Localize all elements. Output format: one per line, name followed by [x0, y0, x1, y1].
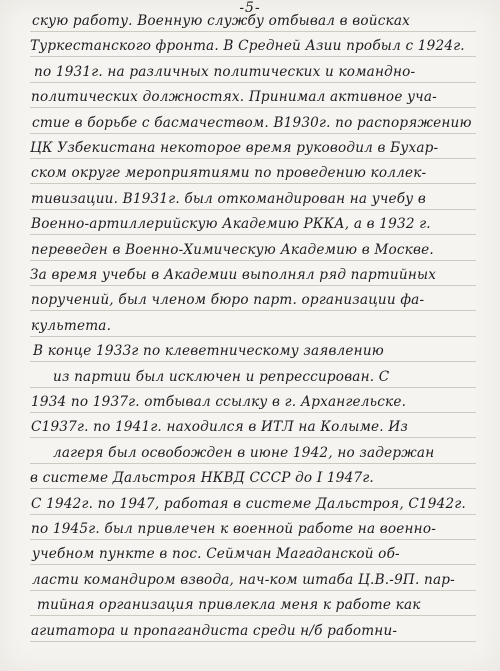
text-line	[0, 597, 500, 613]
ruled-line	[30, 107, 476, 108]
text-line-content: учебном пункте в пос. Сеймчан Магаданской об-	[32, 546, 400, 563]
text-line-content: культета.	[31, 317, 112, 334]
ruled-line	[30, 590, 476, 591]
text-line-content: 1934 по 1937г. отбывал ссылку в г. Архангельске.	[31, 394, 407, 410]
text-line-content: из партии был исключен и репрессирован. С	[53, 368, 390, 385]
text-line	[0, 546, 500, 562]
text-line	[0, 64, 500, 80]
text-line	[0, 89, 500, 105]
ruled-line	[30, 361, 476, 362]
text-line-content: по 1945г. был привлечен к военной работе на военно-	[31, 521, 437, 537]
text-line	[0, 521, 500, 537]
text-line	[0, 470, 500, 486]
text-line-content: В конце 1933г по клеветническому заявлению	[33, 343, 384, 360]
text-line-content: Военно-артиллерийскую Академию РККА, а в 1932 г.	[31, 216, 431, 233]
ruled-line	[30, 82, 476, 83]
page-number: -5-	[239, 0, 261, 16]
text-line-content: ласти командиром взвода, нач-ком штаба Ц.В.-9П. пар-	[32, 571, 455, 588]
text-line	[0, 191, 500, 207]
text-line	[0, 216, 500, 232]
text-line	[0, 394, 500, 410]
text-line	[0, 115, 500, 131]
ruled-line	[30, 539, 476, 540]
text-line-content: агитатора и пропагандиста среди н/б работни-	[31, 622, 398, 639]
ruled-line	[30, 336, 476, 337]
ruled-line	[30, 209, 476, 210]
text-line	[0, 369, 500, 385]
ruled-line	[30, 437, 476, 438]
text-line-content: тивизации. В1931г. был откомандирован на учебу в	[31, 190, 426, 207]
text-line	[0, 496, 500, 512]
text-line	[0, 140, 500, 156]
text-line-content: поручений, был членом бюро парт. организации фа-	[31, 292, 425, 309]
text-line	[0, 343, 500, 359]
ruled-line	[30, 615, 476, 616]
ruled-line	[30, 387, 476, 388]
ruled-line	[30, 133, 476, 134]
text-line	[0, 623, 500, 639]
text-line	[0, 419, 500, 435]
text-line-content: в системе Дальстроя НКВД СССР до I 1947г.	[30, 470, 374, 487]
text-line	[0, 38, 500, 54]
text-line-content: ЦК Узбекистана некоторое время руководил в Бухар-	[30, 140, 439, 156]
ruled-line	[30, 234, 476, 235]
ruled-line	[30, 641, 476, 642]
text-line-content: С1937г. по 1941г. находился в ИТЛ на Колыме. Из	[31, 419, 409, 436]
text-line-content: политических должностях. Принимал активное уча-	[31, 89, 437, 106]
text-line-content: стие в борьбе с басмачеством. В1930г. по распоряжению	[32, 114, 472, 131]
ruled-line	[30, 488, 476, 489]
text-line-content: ском округе мероприятиями по проведению коллек-	[31, 165, 427, 182]
text-line	[0, 318, 500, 334]
text-line	[0, 572, 500, 588]
text-line	[0, 267, 500, 283]
ruled-line	[30, 412, 476, 413]
text-line-content: лагеря был освобожден в июне 1942, но задержан	[53, 444, 435, 461]
ruled-line	[30, 564, 476, 565]
text-line-content: За время учебы в Академии выполнял ряд партийных	[30, 267, 437, 283]
text-line-content: скую работу. Военную службу отбывал в войсках	[32, 13, 411, 29]
ruled-line	[30, 56, 476, 57]
ruled-line	[30, 285, 476, 286]
text-line-content: переведен в Военно-Химическую Академию в Москве.	[31, 241, 434, 258]
ruled-line	[30, 260, 476, 261]
ruled-line	[30, 463, 476, 464]
ruled-line	[30, 158, 476, 159]
text-line	[0, 165, 500, 181]
ruled-line	[30, 183, 476, 184]
text-line-content: С 1942г. по 1947, работая в системе Дальстроя, С1942г.	[31, 495, 466, 512]
text-line	[0, 242, 500, 258]
ruled-line	[30, 31, 476, 32]
text-line-content: тийная организация привлекла меня к работе как	[37, 597, 421, 614]
text-line-content: Туркестанского фронта. В Средней Азии пробыл с 1924г.	[30, 38, 465, 55]
ruled-line	[30, 514, 476, 515]
text-line	[0, 13, 500, 29]
text-line	[0, 292, 500, 308]
text-line-content: по 1931г. на различных политических и командно-	[34, 63, 416, 80]
text-line	[0, 445, 500, 461]
ruled-line	[30, 310, 476, 311]
